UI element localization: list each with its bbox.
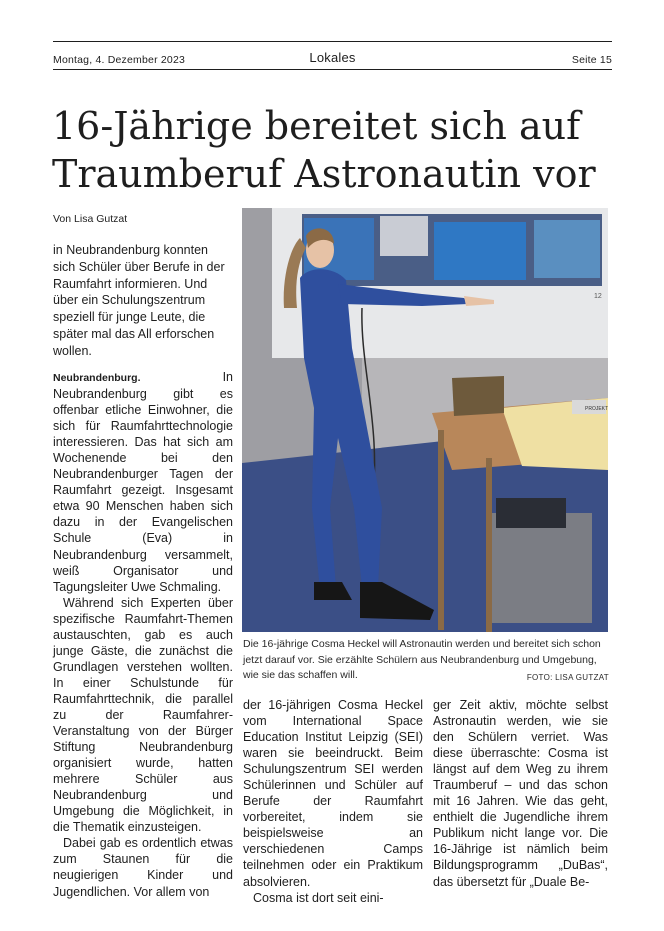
- paragraph: ger Zeit aktiv, möchte selbst Astronautin werden, wie sie den Schülern verriet. Was diese überraschte: Cosma ist längst auf dem Weg zu ihrem Traumberuf – und das schon mit 16 Jahren. Wie das geht, enthielt die Jugendliche ihrem Publikum nicht lange vor. Die 16-Jährige ist nämlich beim Bildungsprogramm „DuBas“, das übersetzt für „Duale Be-: [433, 698, 608, 889]
- headline-line-1: 16-Jährige bereitet sich auf: [52, 104, 581, 148]
- photo-caption: [243, 637, 609, 686]
- dateline: Neubrandenburg.: [53, 372, 141, 384]
- headline: [52, 102, 622, 198]
- paragraph: Dabei gab es ordentlich etwas zum Staunen für die neugierigen Kinder und Jugendlichen. Vor allem von: [53, 836, 233, 899]
- photo-credit: FOTO: LISA GUTZAT: [526, 673, 609, 682]
- issue-date: Montag, 4. Dezember 2023: [53, 54, 186, 66]
- paragraph-text: In Neubrandenburg gibt es offenbar etliche Einwohner, die sich für Raumfahrttechnologie interessieren. Das hat sich am Wochenende bei den Neubrandenburger Tagen der Raumfahrt gezeigt. Insgesamt etwa 90 Menschen haben sich dazu in der Evangelischen Schule (Eva) in Neubrandenburg versammelt, weiß Organisator und Tagungsleiter Uwe Schmaling.: [53, 370, 233, 594]
- bag: [496, 498, 566, 528]
- page-number: Seite 15: [571, 54, 612, 66]
- slide-photo-2: [380, 216, 428, 256]
- slide-photo-3: [434, 222, 526, 280]
- slide-number: 12: [594, 293, 602, 300]
- section-name: Lokales: [309, 50, 356, 65]
- laptop: [452, 376, 504, 416]
- table-leg: [486, 458, 492, 632]
- header-rule-top: [53, 41, 612, 42]
- photo-illustration: [242, 208, 608, 632]
- article-column-3: [433, 697, 608, 890]
- article-photo: [242, 208, 608, 632]
- table-leg: [438, 430, 444, 630]
- page-header: [53, 50, 612, 68]
- intro-text: in Neubrandenburg konnten sich Schüler über Berufe in der Raumfahrt informieren. Und über ein Schulungszentrum speziell für junge Leute, die später mal das All erforschen wollen.: [53, 243, 225, 358]
- article-column-2: [243, 697, 423, 906]
- paragraph: Während sich Experten über spezifische Raumfahrt-Themen austauschten, gab es auch junge Gäste, die zunächst die Grundlagen verstehen wollten. In einer Schulstunde für Raumfahrttechnik, die parallel zu der Raumfahrer-Veranstaltung von der Bürger Stiftung Neubrandenburg organisiert wurde, hatten mehrere Schüler aus Neubrandenburg und Umgebung die Möglichkeit, in die Thematik einzusteigen.: [53, 595, 233, 835]
- paragraph: der 16-jährigen Cosma Heckel vom International Space Education Institut Leipzig (SEI) waren sie beeindruckt. Beim Schulungszentrum SEI werden Schülerinnen und Schüler auf Berufe der Raumfahrt vorbereitet, indem sie beispielsweise an verschiedenen Camps teilnehmen oder ein Praktikum absolvieren.: [243, 698, 423, 889]
- laptop-label: PROJEKT: [585, 406, 608, 412]
- paragraph: Cosma ist dort seit eini-: [253, 890, 384, 905]
- header-rule-bottom: [53, 69, 612, 70]
- article-column-1: [53, 369, 233, 900]
- byline: Von Lisa Gutzat: [53, 213, 128, 225]
- headline-line-2: Traumberuf Astronautin vor: [52, 152, 596, 196]
- storage-box: [492, 513, 592, 623]
- paragraph: [53, 369, 233, 595]
- slide-photo-4: [534, 220, 600, 278]
- caption-text: Die 16-jährige Cosma Heckel will Astronautin werden und bereitet sich schon jetzt darauf vor. Sie erzählte Schülern aus Neubrandenburg und Umgebung, wie sie das schaffen will.: [243, 638, 601, 681]
